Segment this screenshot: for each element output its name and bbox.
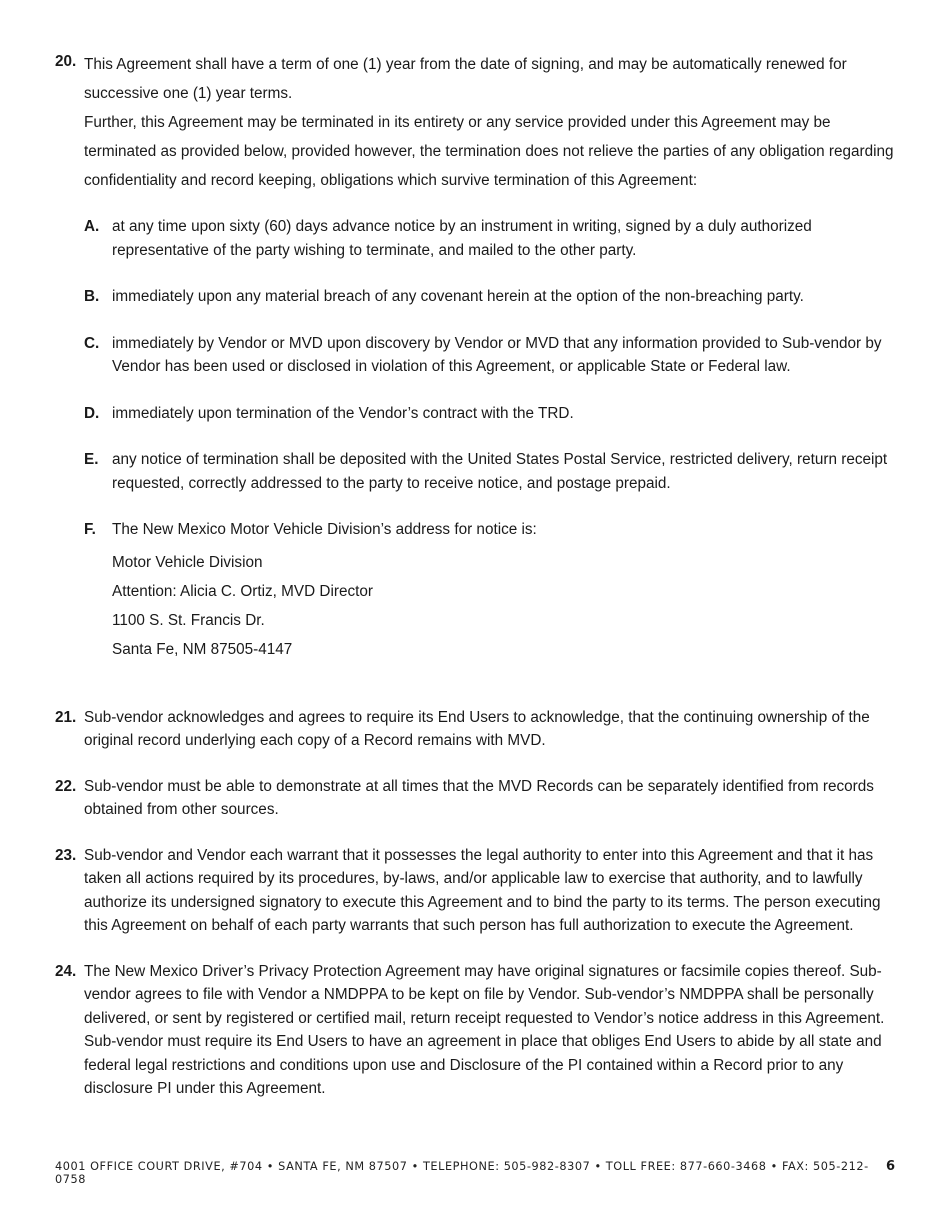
address-line: Attention: Alicia C. Ortiz, MVD Director [112, 582, 373, 600]
subclause-e [84, 448, 900, 495]
subclause-letter: A. [84, 218, 100, 235]
clause-paragraph: This Agreement shall have a term of one (1) year from the date of signing, and may be automatically renewed for successive one (1) year terms. [84, 56, 847, 102]
subclause-text: immediately by Vendor or MVD upon discovery by Vendor or MVD that any information provided to Sub-vendor by Vendor has been used or disclosed in violation of this Agreement, or applicable State or Federal law. [112, 334, 882, 375]
termination-subitems [84, 215, 900, 664]
subclause-text: immediately upon any material breach of any covenant herein at the option of the non-breaching party. [112, 288, 804, 305]
subclause-letter: C. [84, 334, 100, 352]
clause-number: 23. [55, 846, 77, 864]
subclause-text: at any time upon sixty (60) days advance notice by an instrument in writing, signed by a duly authorized representative of the party wishing to terminate, and mailed to the other party. [112, 218, 812, 259]
address-line: Santa Fe, NM 87505-4147 [112, 640, 293, 658]
subclause-letter: D. [84, 404, 100, 422]
clause-text: Sub-vendor must be able to demonstrate at all times that the MVD Records can be separately identified from records obtained from other sources. [84, 777, 874, 818]
subclause-c [84, 332, 900, 379]
clause-22 [55, 775, 900, 822]
subclause-text: any notice of termination shall be deposited with the United States Postal Service, restricted delivery, return receipt requested, correctly addressed to the party to receive notice, and postage prepaid. [112, 451, 888, 492]
page-number: 6 [886, 1159, 896, 1174]
address-line: Motor Vehicle Division [112, 553, 263, 571]
clause-text: Sub-vendor and Vendor each warrant that it possesses the legal authority to enter into this Agreement and that it has taken all actions required by its procedures, by-laws, and/or applicable law to exercise that authority, and to lawfully authorize its undersigned signatory to execute this Agreement and to bind the party to its terms. The person executing this Agreement on behalf of each party warrants that such person has full authorization to execute the Agreement. [84, 846, 881, 934]
subclause-letter: B. [84, 288, 100, 305]
clause-paragraph: Further, this Agreement may be terminated in its entirety or any service provided under this Agreement may be terminated as provided below, provided however, the termination does not relieve the parties of any obligation regarding confidentiality and record keeping, obligations which survive termination of this Agreement: [84, 114, 894, 189]
subclause-b [84, 285, 900, 309]
clause-23 [55, 844, 900, 938]
clause-number: 20. [55, 53, 77, 70]
subclause-text: The New Mexico Motor Vehicle Division’s address for notice is: [112, 521, 537, 538]
clause-number: 21. [55, 708, 77, 726]
address-line: 1100 S. St. Francis Dr. [112, 611, 265, 629]
subclause-text-block [112, 518, 900, 664]
clause-24 [55, 960, 900, 1101]
subclause-a [84, 215, 900, 262]
clause-body [84, 50, 900, 684]
subclause-f [84, 518, 900, 664]
clause-20 [55, 50, 900, 684]
clause-number: 22. [55, 777, 77, 795]
clause-text: The New Mexico Driver’s Privacy Protection Agreement may have original signatures or facsimile copies thereof. Sub-vendor agrees to file with Vendor a NMDPPA to be kept on file by Vendor. Sub-vendor’s NMDPPA shall be personally delivered, or sent by registered or certified mail, return receipt requested to Vendor’s notice address in this Agreement. Sub-vendor must require its End Users to have an agreement in place that obliges End Users to abide by all state and federal legal restrictions and conditions upon use and Disclosure of the PI contained within a Record prior to any disclosure PI under this Agreement. [84, 962, 885, 1097]
subclause-d [84, 402, 900, 426]
footer-contact-line: 4001 OFFICE COURT DRIVE, #704 • SANTA FE, NM 87507 • TELEPHONE: 505-982-8307 • TOLL FREE: 877-660-3468 • FAX: 505-212-0758 [55, 1160, 869, 1186]
document-body [55, 50, 900, 1123]
clause-21 [55, 706, 900, 753]
subclause-text: immediately upon termination of the Vendor’s contract with the TRD. [112, 404, 574, 422]
subclause-letter: F. [84, 521, 96, 538]
subclause-letter: E. [84, 451, 99, 468]
clause-text: Sub-vendor acknowledges and agrees to require its End Users to acknowledge, that the continuing ownership of the original record underlying each copy of a Record remains with MVD. [84, 708, 870, 749]
clause-number: 24. [55, 962, 77, 980]
